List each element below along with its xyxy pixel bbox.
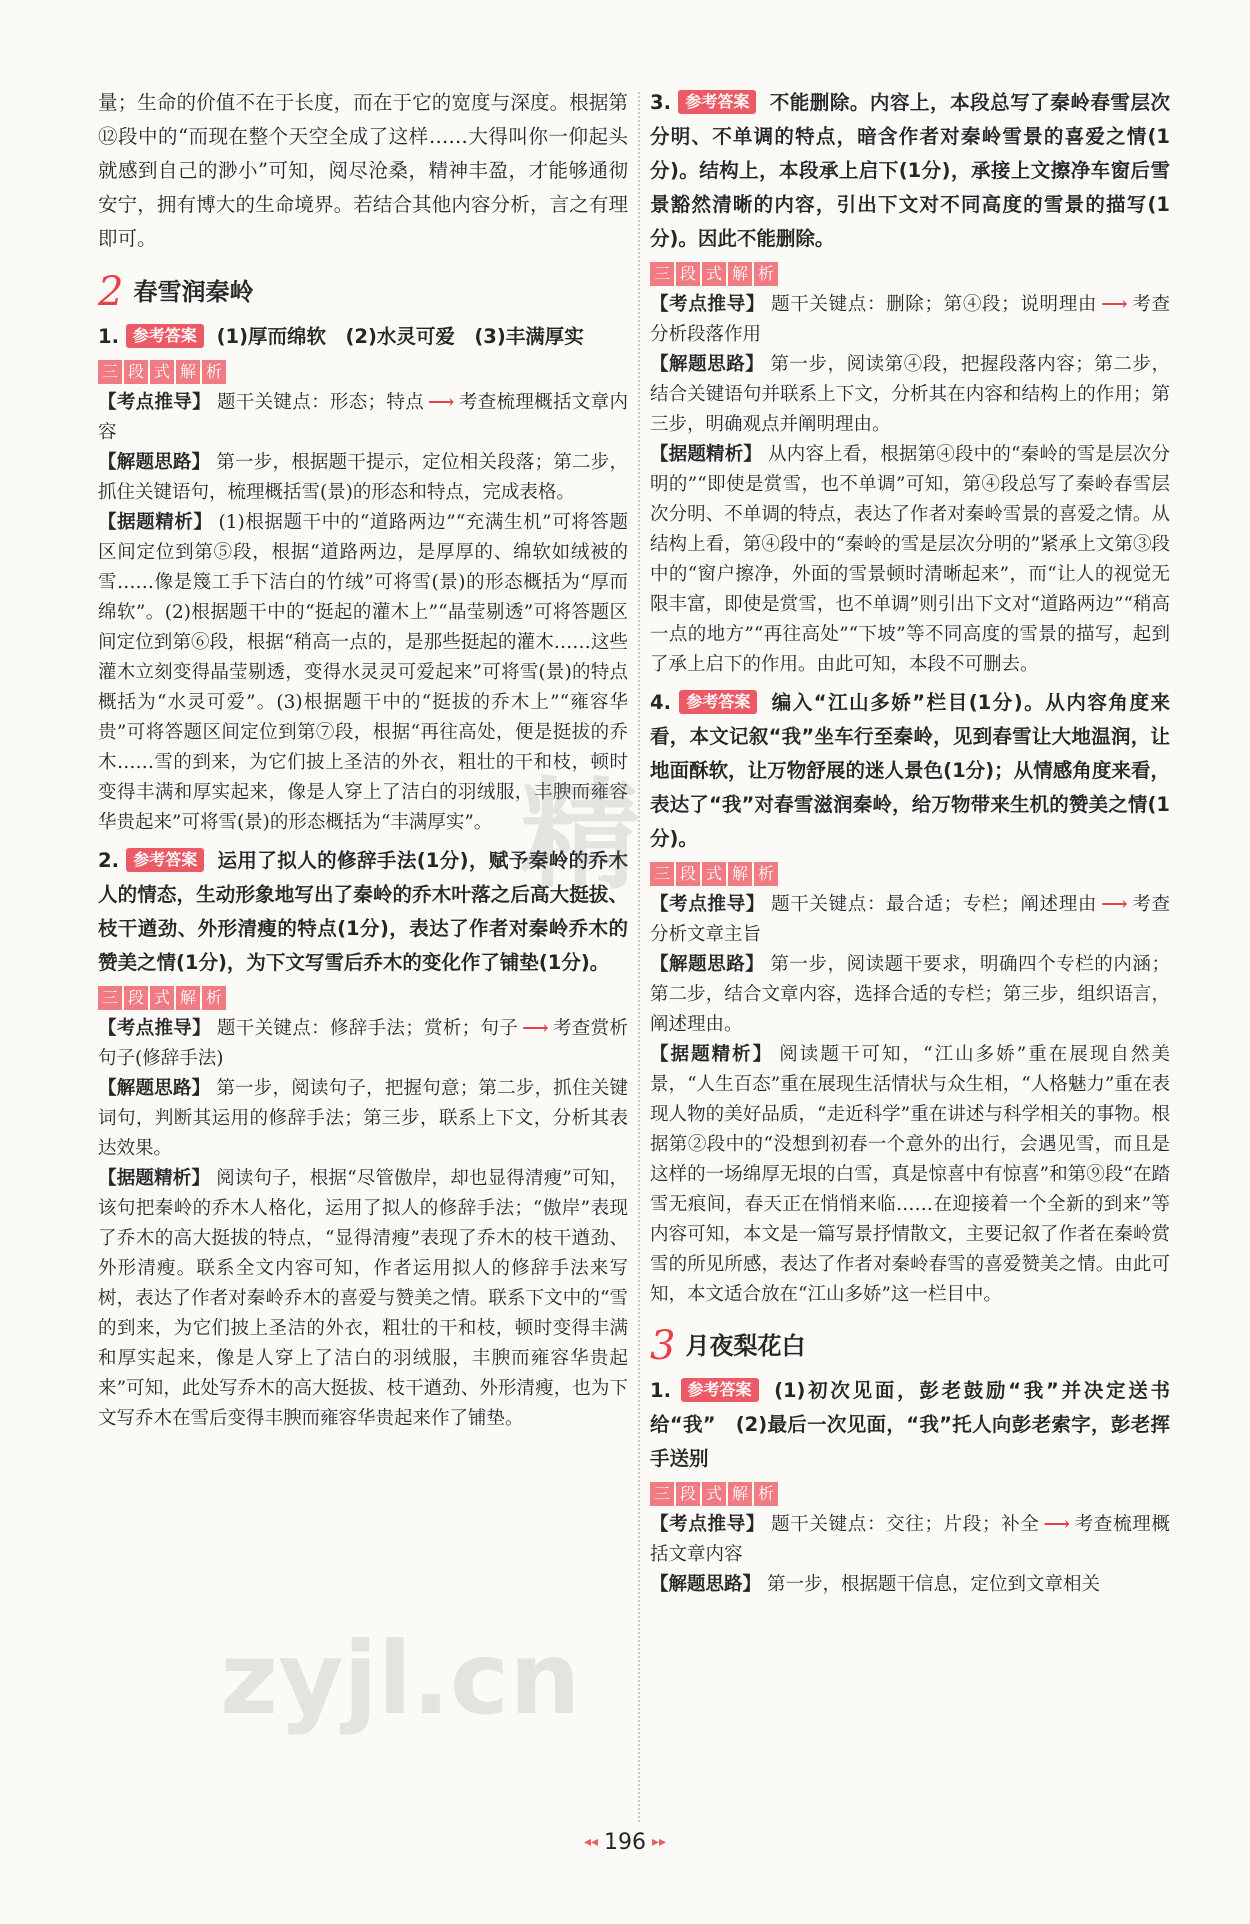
jieti-paragraph: 【解题思路】 第一步，根据题干提示，定位相关段落；第二步，抓住关键语句，梳理概括雪(景)的形态和特点，完成表格。: [98, 452, 628, 503]
jingxi-paragraph: 【据题精析】 阅读句子，根据“尽管傲岸，却也显得清瘦”可知，该句把秦岭的乔木人格化，运用了拟人的修辞手法；“傲岸”表现了乔木的高大挺拔的特点，“显得清瘦”表现了乔木的枝干遒劲、外形清瘦。联系全文内容可知，作者运用拟人的修辞手法来写树，表达了作者对秦岭乔木的喜爱与赞美之情。联系下文中的“雪的到来，为它们披上圣洁的外衣，粗壮的干和枝，顿时变得丰满和厚实起来，像是人穿上了洁白的羽绒服，丰腴而雍容华贵起来”可知，此处写乔木的高大挺拔、枝干遒劲、外形清瘦，也为下文写乔木在雪后变得丰腴而雍容华贵起来作了铺垫。: [98, 1168, 628, 1429]
section-number: 2: [98, 269, 124, 315]
section-title: 春雪润秦岭: [133, 278, 254, 306]
jingxi-paragraph: 【据题精析】 从内容上看，根据第④段中的“秦岭的雪是层次分明的”“即使是赏雪，也不单调”可知，第④段总写了秦岭春雪层次分明、不单调的特点，表达了作者对秦岭雪景的喜爱之情。从结构上看，第④段中的“秦岭的雪是层次分明的”紧承上文第③段中的“窗户擦净，外面的雪景顿时清晰起来”，而“让人的视觉无限丰富，即使是赏雪，也不单调”则引出下文对“道路两边”“稍高一点的地方”“再往高处”“下坡”等不同高度的雪景的描写，起到了承上启下的作用。由此可知，本段不可删去。: [650, 444, 1170, 675]
answer-text: 不能删除。内容上，本段总写了秦岭春雪层次分明、不单调的特点，暗含作者对秦岭雪景的喜爱之情(1分)。结构上，本段承上启下(1分)，承接上文擦净车窗后雪景豁然清晰的内容，引出下文对不同高度的雪景的描写(1分)。因此不能删除。: [650, 91, 1170, 250]
three-step-analysis-banner: 三 段 式 解 析: [98, 360, 628, 384]
reference-answer-badge: 参考答案: [679, 690, 757, 714]
question-2: [98, 844, 628, 1434]
arrow-icon: ⟶: [1101, 894, 1128, 915]
three-step-analysis-banner: 三 段 式 解 析: [650, 1482, 1170, 1506]
question-number: 1.: [98, 325, 119, 348]
question-number: 4.: [650, 691, 671, 714]
question-3: [650, 86, 1170, 680]
three-step-analysis-banner: 三 段 式 解 析: [98, 986, 628, 1010]
reference-answer-badge: 参考答案: [126, 324, 204, 348]
jieti-paragraph: 【解题思路】 第一步，阅读题干要求，明确四个专栏的内涵；第二步，结合文章内容，选择合适的专栏；第三步，组织语言，阐述理由。: [650, 954, 1170, 1035]
section-2-header: [98, 269, 628, 315]
arrow-icon: ⟶: [1101, 294, 1128, 315]
watermark-char: 精: [520, 767, 640, 906]
question-number: 2.: [98, 849, 119, 872]
kaodian-paragraph: 【考点推导】 题干关键点：形态；特点 ⟶ 考查梳理概括文章内容: [98, 392, 628, 443]
answer-text: 运用了拟人的修辞手法(1分)，赋予秦岭的乔木人的情态，生动形象地写出了秦岭的乔木叶落之后高大挺拔、枝干遒劲、外形清瘦的特点(1分)，表达了作者对秦岭乔木的赞美之情(1分)，为下文写雪后乔木的变化作了铺垫(1分)。: [98, 849, 628, 974]
section-3-question-1: [650, 1374, 1170, 1600]
jingxi-paragraph: 【据题精析】 阅读题干可知，“江山多娇”重在展现自然美景，“人生百态”重在展现生活情状与众生相，“人格魅力”重在表现人物的美好品质，“走近科学”重在讲述与科学相关的事物。根据第②段中的“没想到初春一个意外的出行，会遇见雪，而且是这样的一场绵厚无垠的白雪，真是惊喜中有惊喜”和第⑨段“在踏雪无痕间，春天正在悄悄来临……在迎接着一个全新的到来”等内容可知，本文是一篇写景抒情散文，主要记叙了作者在秦岭赏雪的所见所感，表达了作者对秦岭春雪的喜爱赞美之情。由此可知，本文适合放在“江山多娇”这一栏目中。: [650, 1044, 1170, 1305]
watermark-url: zyjl.cn: [220, 1620, 581, 1737]
answer-text: 编入“江山多娇”栏目(1分)。从内容角度来看，本文记叙“我”坐车行至秦岭，见到春雪让大地温润，让地面酥软，让万物舒展的迷人景色(1分)；从情感角度来看，表达了“我”对春雪滋润秦岭，给万物带来生机的赞美之情(1分)。: [650, 691, 1171, 850]
column-divider: [638, 92, 640, 1822]
page-deco-right-icon: ▸▸: [652, 1834, 667, 1850]
arrow-icon: ⟶: [428, 392, 455, 413]
section-3-header: [650, 1323, 1170, 1369]
reference-answer-badge: 参考答案: [678, 90, 756, 114]
answer-text: (1)初次见面，彭老鼓励“我”并决定送书给“我” (2)最后一次见面，“我”托人向彭老索字，彭老挥手送别: [650, 1379, 1171, 1470]
page-number: 196: [604, 1830, 646, 1855]
jingxi-paragraph: 【据题精析】 (1)根据题干中的“道路两边”“充满生机”可将答题区间定位到第⑤段，根据“道路两边，是厚厚的、绵软如绒被的雪……像是篾工手下洁白的竹绒”可将雪(景)的形态概括为“厚而绵软”。(2)根据题干中的“挺起的灌木上”“晶莹剔透”可将答题区间定位到第⑥段，根据“稍高一点的，是那些挺起的灌木……这些灌木立刻变得晶莹剔透，变得水灵灵可爱起来”可将雪(景)的特点概括为“水灵可爱”。(3)根据题干中的“挺拔的乔木上”“雍容华贵”可将答题区间定位到第⑦段，根据“再往高处，便是挺拔的乔木……雪的到来，为它们披上圣洁的外衣，粗壮的干和枝，顿时变得丰满和厚实起来，像是人穿上了洁白的羽绒服，丰腴而雍容华贵起来”可将雪(景)的形态概括为“丰满厚实”。: [98, 512, 628, 833]
jieti-paragraph: 【解题思路】 第一步，阅读句子，把握句意；第二步，抓住关键词句，判断其运用的修辞手法；第三步，联系上下文，分析其表达效果。: [98, 1078, 628, 1159]
jieti-paragraph: 【解题思路】 第一步，阅读第④段，把握段落内容；第二步，结合关键语句并联系上下文，分析其在内容和结构上的作用；第三步，明确观点并阐明理由。: [650, 354, 1170, 435]
question-4: [650, 686, 1170, 1310]
kaodian-paragraph: 【考点推导】 题干关键点：修辞手法；赏析；句子 ⟶ 考查赏析句子(修辞手法): [98, 1018, 628, 1069]
section-title: 月夜梨花白: [685, 1332, 806, 1360]
section-number: 3: [650, 1323, 676, 1369]
page-number-footer: [0, 1830, 1250, 1855]
kaodian-paragraph: 【考点推导】 题干关键点：删除；第④段；说明理由 ⟶ 考查分析段落作用: [650, 294, 1170, 345]
kaodian-paragraph: 【考点推导】 题干关键点：最合适；专栏；阐述理由 ⟶ 考查分析文章主旨: [650, 894, 1170, 945]
page-deco-left-icon: ◂◂: [583, 1834, 598, 1850]
right-column: [650, 86, 1170, 1600]
answer-text: (1)厚而绵软 (2)水灵可爱 (3)丰满厚实: [216, 325, 584, 348]
reference-answer-badge: 参考答案: [126, 848, 204, 872]
jieti-paragraph: 【解题思路】 第一步，根据题干信息，定位到文章相关: [650, 1574, 1101, 1595]
question-number: 3.: [650, 91, 671, 114]
question-number: 1.: [650, 1379, 671, 1402]
kaodian-paragraph: 【考点推导】 题干关键点：交往；片段；补全 ⟶ 考查梳理概括文章内容: [650, 1514, 1170, 1565]
three-step-analysis-banner: 三 段 式 解 析: [650, 262, 1170, 286]
arrow-icon: ⟶: [1043, 1514, 1071, 1535]
arrow-icon: ⟶: [522, 1018, 549, 1039]
previous-answer-continuation: 量；生命的价值不在于长度，而在于它的宽度与深度。根据第⑫段中的“而现在整个天空全成了这样……大得叫你一仰起头就感到自己的渺小”可知，阅尽沧桑，精神丰盈，才能够通彻安宁，拥有博大的生命境界。若结合其他内容分析，言之有理即可。: [98, 91, 628, 250]
left-column: [98, 86, 628, 1434]
three-step-analysis-banner: 三 段 式 解 析: [650, 862, 1170, 886]
reference-answer-badge: 参考答案: [681, 1378, 759, 1402]
question-1: [98, 320, 628, 838]
